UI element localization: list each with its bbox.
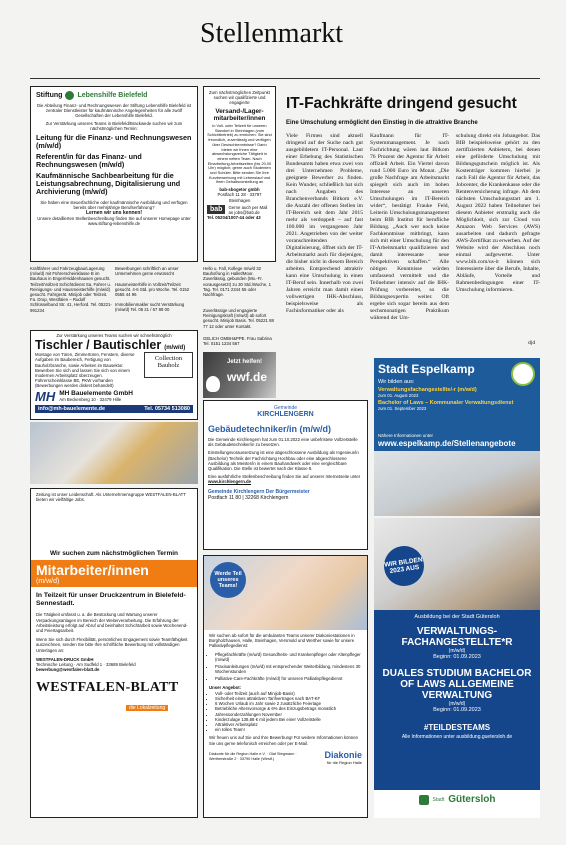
diakonie-offer-item: • Sicherheit eines attraktiven Tarifvertrages nach BAT-KF bbox=[215, 696, 362, 701]
diakonie-logo-sub: für die Region Halle bbox=[326, 759, 362, 765]
espelkamp-item1: Verwaltungsfachangestellte/-r (m/w/d) bbox=[378, 387, 477, 393]
tischler-email: info@mh-bauelemente.de bbox=[38, 405, 106, 412]
guetersloh-body bbox=[374, 610, 540, 790]
kirchlengern-org: Gemeinde bbox=[273, 405, 298, 411]
westfalen-contact: Technische Leitung · Am Sudfeld 1 · 33689 Bielefeld bbox=[36, 662, 136, 668]
guetersloh-job2-mwd: (m/w/d) bbox=[448, 701, 466, 707]
kirchlengern-address: Postfach 11 80 | 32268 Kirchlengern bbox=[208, 494, 289, 501]
versand-address: Postfach 11 28 · 33797 Steinhagen bbox=[217, 192, 262, 203]
tischler-mwd: (m/w/d) bbox=[164, 345, 186, 352]
ad-diakonie bbox=[203, 555, 368, 818]
tischler-photo bbox=[30, 422, 198, 484]
guetersloh-logo-sub: Stadt bbox=[432, 796, 445, 803]
lebenshilfe-job2: Referent/in für das Finanz- und Rechnungswesen (m/w/d) bbox=[36, 151, 142, 170]
diakonie-offer-item: • Jahressonderzahlungen November bbox=[215, 712, 362, 717]
westfalen-blatt-logo: WESTFALEN-BLATT bbox=[36, 680, 179, 696]
diakonie-offer-item: • Attraktiver Arbeitsplatz bbox=[215, 722, 362, 727]
lebenshilfe-p2: Lernen wir uns kennen! bbox=[85, 210, 143, 217]
guetersloh-job2: DUALES STUDIUM BACHELOR OF LAWS ALLGEMEINE VERWALTUNG bbox=[382, 668, 532, 701]
westfalen-blatt-logo-sub: die Lokalzeitung bbox=[126, 705, 168, 711]
versand-tel: Tel. 05204/1007-44 oder 43 bbox=[207, 215, 261, 221]
westfalen-company: WESTFALEN-DRUCK GmbH bbox=[36, 656, 94, 662]
diakonie-job-item: • Praxisanleitungen (m/w/d) mit entsprechender Weiterbildung, mindestens 30 Wochenstunden bbox=[215, 664, 362, 674]
espelkamp-city: Stadt Espelkamp bbox=[378, 362, 475, 376]
versand-contact: Gerne auch per Mail an jobs@bab.de bbox=[228, 204, 268, 215]
guetersloh-info: Alle Informationen unter ausbildung.guetersloh.de bbox=[401, 734, 513, 740]
it-article-col2: Kaufmann für IT-Systemmanagement. Je nach Fachrichtung wären laut Bitkom 76 Prozent der Agentur für Arbeit offiziell Arbeit. Ein Viertel davon rund 5.000 Euro im Monat. „Die große Nachfrage am Arbeitsmarkt spiegelt sich auch im hohen Interesse an unseren Umschulungen im IT-Bereich wider“, bestätigt Frauke Feld, Leiterin Umschulungsmanagement beim BIB Institut für berufliche Bildung. „Auch wer noch keine Fachkenntnisse mitbringt, kann sich mit einer Umschulung für den IT-Arbeitsmarkt qualifizieren und damit interessante neue Perspektiven schaffen.“ Alle nötigen Kenntnisse würden umfassend vermittelt und die Teilnehmer intensiv auf die IHK-Prüfung vorbereitet, so die Bildungsexpertin weiter. Oft ergebe sich sogar bereits aus dem sechsmonatigen Praktikum während der Um- bbox=[370, 133, 449, 321]
diakonie-offer-title: Unser Angebot: bbox=[209, 684, 242, 690]
ad-guetersloh bbox=[374, 518, 540, 818]
diakonie-job-item: • Pflegefachkräfte (m/w/d) Gesundheits- und Krankenpfleger oder Altenpfleger (m/w/d) bbox=[215, 652, 362, 662]
classified-makler: Immobilienmakler sucht Verstärkung (m/w/d) Tel. 05 21 / 67 89 00 bbox=[115, 302, 185, 313]
lebenshilfe-logo-text-left: Stiftung bbox=[36, 92, 63, 99]
collection-bauholz-logo: Collection Bauholz bbox=[144, 352, 193, 378]
diakonie-footer: Diakonie für die Region Halle e.V. · Olaf Stegmann · Wertherstraße 2 · 33790 Halle (Westf.) bbox=[209, 752, 297, 762]
mh-logo-icon: MH bbox=[35, 388, 56, 404]
page-title: Stellenmarkt bbox=[200, 18, 344, 49]
diakonie-offer-item: • Kinderzulage 138,88 € mit jedem Bei einer Vollzeitstelle bbox=[215, 717, 362, 722]
ad-westfalen-blatt bbox=[30, 488, 198, 818]
lebenshilfe-p3: Unsere detaillierten Stellenbeschreibung finden Sie auf unserer Homepage unter www.stiftung-lebenshilfe.de bbox=[37, 216, 191, 227]
diakonie-job-item: • Palliative-Care-Fachkräfte (m/w/d) für unseren Palliativpflegedienst bbox=[215, 676, 362, 681]
it-article-col3: schulung direkt ein Jobangebot. Das BIB beispielsweise gehört zu den zertifizierten Anbietern, bei denen eine geförderte Umschulung mit Bildungsgutschein möglich ist. Als Kostenträger kommen hierbei je nach Fall die Agentur für Arbeit, das Jobcenter, die Krankenkasse oder die Rentenversicherung infrage. Ab dem nächsten Umschulungsstart am 1. August 2022 haben Teilnehmer bei diesem Anbieter erstmalig auch die Möglichkeit, sich zur Cloud von Amazon Web Services (AWS) ausarbeiten und dadurch gefragte AWS-Zertifikat zu erwerben. Auf der Website wird der Abschluss noch einmal aufgewertet. Unter www.bib.com/us-it können sich Interessierte über die Berufe, Inhalte, Abläufe, Vorteile und Rahmenbedingungen einer IT-Umschulung informieren. bbox=[456, 133, 540, 293]
it-article-headline: IT-Fachkräfte dringend gesucht bbox=[286, 95, 517, 112]
westfalen-banner-title: Mitarbeiter/innen bbox=[36, 562, 149, 579]
kirchlengern-sign: Gemeinde Kirchlengern Der Bürgermeister bbox=[208, 488, 310, 495]
guetersloh-job1-mwd: (m/w/d) bbox=[448, 648, 466, 654]
bab-logo: bab bbox=[207, 205, 225, 214]
lebenshilfe-p1: Sie haben eine steuerfachliche oder kaufmännische Ausbildung und verfügen bereits über mehrjährige Berufserfahrung? bbox=[40, 199, 188, 211]
wwf-logo bbox=[206, 376, 220, 392]
guetersloh-job2-date: Beginn: 01.09.2023 bbox=[433, 707, 481, 713]
classified-hausmeister: Hausmeisterhilfe in Vollzeit/Teilzeit gesucht. 4-6 Std. pro Woche. Tel. 0152 0555 44 96 bbox=[115, 282, 190, 298]
diakonie-offer-item: • Voll- oder Teilzeit (auch auf Minijob-Basis) bbox=[215, 691, 362, 696]
diakonie-offer-list bbox=[209, 691, 362, 733]
espelkamp-item2-sub: zum 01. September 2023 bbox=[378, 406, 427, 411]
ad-wwf bbox=[203, 352, 276, 398]
diakonie-closing: Wir freuen uns auf Sie und Ihre Bewerbung! Für weitere Informationen können Sie uns gerne telefonisch erreichen oder per E-Mail. bbox=[209, 735, 359, 746]
classified-mini-b: Zuverlässige und engagierte Reinigungskraft (m/w/d) ab sofort gesucht. Minijob Basis. Tel. 05221 88 77 12 oder unter Kontakt. bbox=[203, 308, 274, 329]
classified-mini-c: GELICH GMBH&PPE. Frau Sabrina Tel. 0151 1234 567 bbox=[203, 336, 272, 347]
espelkamp-intro: Wir bilden aus: bbox=[378, 379, 415, 385]
tischler-top: Zur Verstärkung unseres Teams suchen wir schnellstmöglich bbox=[56, 333, 172, 338]
classified-bewerbung: Bewerbungen schriftlich an unser Unternehmen gerne erwünscht bbox=[115, 266, 179, 277]
espelkamp-item2: Bachelor of Laws – Kommunaler Verwaltungsdienst bbox=[378, 400, 514, 406]
diakonie-offer-item: • Betriebliche Altersvorsorge & 6% des Einzugsbetrags monatlich bbox=[215, 706, 362, 711]
guetersloh-logo: Gütersloh bbox=[448, 794, 496, 805]
diakonie-job-list bbox=[209, 652, 362, 682]
tischler-company: MH Bauelemente GmbH bbox=[59, 390, 133, 398]
westfalen-banner bbox=[31, 560, 197, 587]
espelkamp-more: Nähere Informationen unter bbox=[374, 432, 540, 439]
espelkamp-photo bbox=[374, 451, 540, 516]
lebenshilfe-intro: Die Abteilung Finanz- und Rechnungswesen der Stiftung Lebenshilfe Bielefeld ist zentraler Dienstleister für kaufmännische Angelegenheiten für alle zwölf Gesellschaften der Lebenshilfe Bielefeld. bbox=[36, 103, 192, 119]
diakonie-badge: Werde Teil unseres Teams! bbox=[210, 562, 246, 598]
lebenshilfe-logo-text-right: Lebenshilfe Bielefeld bbox=[77, 92, 148, 99]
guetersloh-logo-icon bbox=[419, 795, 429, 805]
diakonie-intro: Wir suchen ab sofort für die ambulanten Teams unserer Diakoniestationen in Borgholzhausen, Halle, Steinhagen, Versmold und Werther sowie für unsere Palliativpflegedienst: bbox=[209, 633, 355, 649]
kirchlengern-p3: Eine ausführliche Stellenbeschreibung finden Sie auf unserer Internetseite unter bbox=[208, 474, 361, 480]
it-article-col1: Viele Firmen sind aktuell dringend auf der Suche nach gut ausgebildetem IT-Personal. Laut einer Erhebung des Statistischen Bundesamts haben etwa zwei von drei Unternehmen Probleme, geeignete Bewerber zu finden. Kein Wunder, schließlich hat sich nach Angaben des Branchenverbands Bitkom e.V. die Anzahl der offenen Stellen im IT-Bereich seit dem Jahr 2015 mehr als verdoppelt – auf fast 100.000 im vergangenen Jahr 2021. Angetrieben von der weiter voranschreitenden Digitalisierung, öffnet sich der IT-Arbeitsmarkt auch für diejenigen, die bisher nicht in diesem Bereich arbeiten. Entsprechend attraktiv kann eine Umschulung in einen IT-Beruf sein. Innerhalb von zwei Jahren erreicht man damit einen vollwertigen IHK-Abschluss, beispielsweise als Fachinformatiker oder als bbox=[286, 133, 363, 314]
kirchlengern-name: KIRCHLENGERN bbox=[257, 411, 314, 418]
guetersloh-badge: WIR BILDEN 2023 AUS bbox=[381, 543, 426, 588]
guetersloh-photo bbox=[374, 518, 540, 610]
guetersloh-job1-date: Beginn: 01.09.2023 bbox=[433, 654, 481, 660]
lebenshilfe-logo-icon bbox=[65, 91, 74, 100]
wwf-lead: Jetzt helfen! bbox=[227, 359, 263, 365]
westfalen-job: In Teilzeit für unser Druckzentrum in Bielefeld-Sennestadt. bbox=[36, 592, 186, 608]
versand-body: in Voll- oder Teilzeit für unseren Standort in Steinhagen (vom Schichtbetrieb) zu erreichen. Sie sind freundlich, zuverlässig und verfügen über Deutschkenntnisse? Dann bieten wir Ihnen eine abwechslungsreiche Tätigkeit in einem netten Team. Nach Einarbeitung Arbeitszeiten (bis 20.00 Uhr) möglich; gerne auch Studenten und Schüler. Bitte senden Sie Ihre Kurzbewerbung mit Lebenslauf und Ihren Gehaltsvorstellung an bbox=[207, 123, 272, 185]
espelkamp-logo bbox=[511, 362, 535, 386]
diakonie-logo: Diakonie bbox=[324, 749, 362, 760]
westfalen-apply: Wenn Sie sich durch Flexibilität, persönliches Engagement sowie Teamfähigkeit auszeichnen, senden Sie bitte Ihre schriftliche Bewerbung mit vollständigen Unterlagen an: bbox=[36, 637, 188, 653]
kirchlengern-p1: Die Gemeinde Kirchlengern hat zum 01.10.2022 eine unbefristete Vollzeitstelle als Gebäudetechniker/in zu besetzen. bbox=[208, 437, 358, 448]
espelkamp-url[interactable]: www.espelkamp.de/Stellenangebote bbox=[374, 439, 540, 451]
title-rule bbox=[30, 78, 540, 79]
kirchlengern-job: Gebäudetechniker/in (m/w/d) bbox=[208, 424, 332, 434]
versand-job: Versand-/Lager-mitarbeiter/innen bbox=[213, 107, 266, 122]
tischler-title: Tischler / Bautischler bbox=[35, 338, 162, 353]
westfalen-mid: Wir suchen zum nächstmöglichen Termin bbox=[49, 550, 179, 558]
ad-espelkamp bbox=[374, 358, 540, 516]
classified-kraftfahrer: Kraftfahrer und Fahrzeugbau/Lagerung (m/w/d) mit Führerscheinklasse B im Bauhaus in Enger/Hiddenhausen gesucht. Teilzeit/Vollzeit Schichtdienst Sa. Fahrer u. Reinigungs- und Hausmeisterhilfe (m/w/d) gesucht. Fahrgerät. Minijob oder Teilzeit. Fa. Drop, Westfalen – Rudolf Schlüsselbund Str. 41, Herford. Tel. 05221-991234 bbox=[30, 266, 112, 313]
diakonie-photo bbox=[204, 556, 367, 630]
guetersloh-tag: #TEILDESTEAMS bbox=[423, 723, 491, 732]
lebenshilfe-search: Zur Verstärkung unseres Teams in Bielefeld/Brackwede suchen wir zum nächstmöglichen Termin: bbox=[45, 120, 183, 131]
tischler-contact: (Bewerbungen werden diskret behandelt) bbox=[35, 383, 114, 389]
espelkamp-item1-sub: zum 01. August 2023 bbox=[378, 393, 419, 398]
westfalen-top: Zeitung ist unser Leidenschaft. Als Unternehmensgruppe WESTFALEN-BLATT bieten wir vielfältige Jobs. bbox=[36, 492, 186, 503]
tischler-body: Montage von Türen, Zimmertüren, Fenstern, diverse Aufgaben im Baubereich, Fertigung von Bauholzbranche, sowie Arbeiten im Bausektor. Bewerben Sie sich und lassen Sie sich von einem modernen Arbeitsplatz überzeugen. Führerscheinklasse BE, PKW vorhanden bbox=[35, 352, 135, 384]
lebenshilfe-job1: Leitung für die Finanz- und Rechnungswesen (m/w/d) bbox=[36, 133, 192, 151]
westfalen-email[interactable]: bewerbung@westfalen-blatt.de bbox=[36, 667, 100, 673]
diakonie-offer-item: • ein tolles Team! bbox=[215, 727, 362, 732]
guetersloh-intro: Ausbildung bei der Stadt Gütersloh bbox=[414, 614, 500, 620]
it-article-source: djd bbox=[528, 340, 536, 346]
ad-kirchlengern bbox=[203, 400, 368, 550]
tischler-tel: Tel. 05734 513080 bbox=[144, 405, 190, 412]
espelkamp-header bbox=[374, 358, 540, 432]
ad-lebenshilfe bbox=[30, 86, 198, 262]
kirchlengern-p2: Einstellungsvoraussetzung ist eine abgeschlossene Ausbildung als Ingenieur/in (Bachelor) Technik der Fachrichtung Hochbau oder eine abgeschlossene Ausbildung als Meister/in in einem Bauhandwerk oder eine vergleichbare Qualifikation. Die Stelle ist bewertet nach der Klasse 8. bbox=[208, 450, 359, 472]
ad-tischler bbox=[30, 330, 198, 420]
tischler-address: Am Beckenberg 10 · 32479 Hille bbox=[59, 397, 122, 403]
versand-intro: Zum nächstmöglichen Zeitpunkt suchen wir qualifizierte und engagierte bbox=[209, 90, 270, 106]
classified-mini-a: Hello u. Fall, Kollege m/w/d 32 Bauhof/ung in Hallet/Moor. Zuverlässig, gebunden (Mo.-Fr. vorausgesetzt) zu 30 Std./Woche, 1 Tag. Tel. 0171 2344 55 oder Nachfrage. bbox=[203, 266, 271, 298]
westfalen-banner-mwd: (m/w/d) bbox=[36, 578, 60, 586]
diakonie-offer-item: • 6 Wochen Urlaub im Jahr sowie 2 zusätzliche Feiertage bbox=[215, 701, 362, 706]
ad-versand bbox=[203, 86, 276, 262]
kirchlengern-url[interactable]: www.kirchlengern.de bbox=[208, 479, 252, 485]
lebenshilfe-job3: Kaufmännische Sachbearbeitung für die Leistungsabrechnung, Digitalisierung und Archivierung (m/w/d) bbox=[36, 170, 181, 197]
wwf-site: wwf.de bbox=[227, 370, 268, 384]
westfalen-body: Die Tätigkeit umfasst u. a. die Bestückung und Wartung unserer Verpackungsanlagen im Bereich der Weiterverarbeitung. Die Erfahrung der Arbeitsleistung erfolgt auf Abruf und beinhaltet Schichtarbeit sowie Wochenend- und Feiertagsarbeit. bbox=[36, 612, 188, 634]
it-article-subline: Eine Umschulung ermöglicht den Einstieg in die attraktive Branche bbox=[286, 120, 478, 126]
guetersloh-job1: VERWALTUNGS-FACHANGESTELLTE*R bbox=[401, 626, 513, 648]
versand-company: bab-sbogetor gmbh bbox=[219, 187, 260, 193]
